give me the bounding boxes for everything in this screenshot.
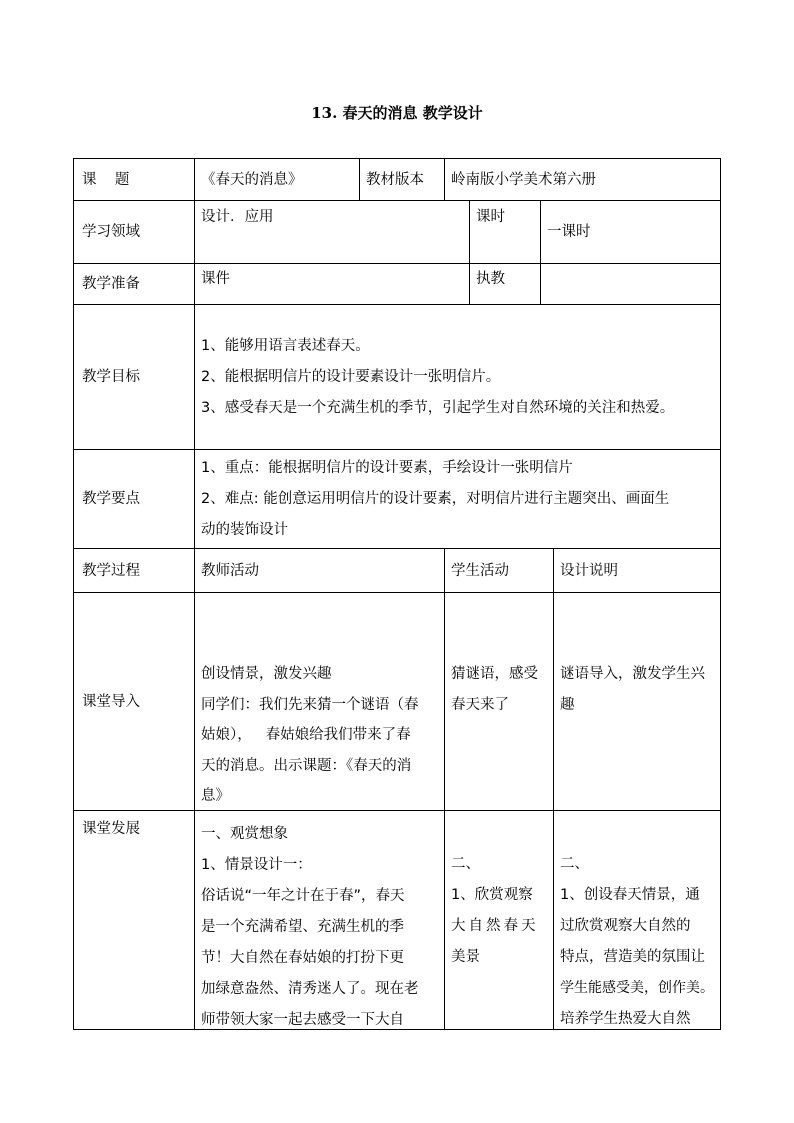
dev-student-line-3: 大自然春天 xyxy=(451,918,539,934)
header-teacher-activity: 教师活动 xyxy=(194,548,445,593)
intro-teacher-line-1: 创设情景，激发兴趣 xyxy=(201,666,332,682)
intro-teacher-line-5: 息》 xyxy=(201,788,230,804)
development-design-notes xyxy=(553,810,721,1030)
dev-teacher-line-2: 1、情景设计一： xyxy=(201,857,312,873)
learning-domain-value: 设计．应用 xyxy=(194,200,470,264)
intro-teacher-line-4: 天的消息。出示课题：《春天的消 xyxy=(201,757,412,774)
objective-line-3: 3、感受春天是一个充满生机的季节，引起学生对自然环境的关注和热爱。 xyxy=(201,399,675,416)
dev-student-line-1: 二、 xyxy=(451,856,480,872)
key-point-line-3: 动的装饰设计 xyxy=(201,521,288,538)
teaching-objectives-content xyxy=(194,304,721,450)
intro-student-line-2: 春天来了 xyxy=(451,696,509,713)
intro-design-line-2: 趣 xyxy=(560,696,575,713)
label-instructor: 执教 xyxy=(469,263,541,305)
header-design-notes: 设计说明 xyxy=(553,548,721,593)
course-topic-value: 《春天的消息》 xyxy=(194,158,360,201)
header-student-activity: 学生活动 xyxy=(444,548,554,593)
dev-teacher-line-7: 师带领大家一起去感受一下大自 xyxy=(201,1012,404,1028)
development-teacher-activity xyxy=(194,810,445,1030)
objective-line-2: 2、能根据明信片的设计要素设计一张明信片。 xyxy=(201,368,501,385)
label-teaching-process: 教学过程 xyxy=(73,548,195,593)
label-class-hours: 课时 xyxy=(469,200,541,264)
label-teaching-preparation: 教学准备 xyxy=(73,263,195,305)
introduction-design-notes xyxy=(553,592,721,811)
dev-design-line-5: 学生能感受美，创作美。 xyxy=(560,980,714,996)
dev-design-line-3: 过欣赏观察大自然的 xyxy=(560,918,691,934)
dev-teacher-line-4: 是一个充满希望、充满生机的季 xyxy=(201,919,404,935)
label-teaching-key-points: 教学要点 xyxy=(73,449,195,549)
key-point-line-1: 1、重点：能根据明信片的设计要素，手绘设计一张明信片 xyxy=(201,459,573,476)
intro-student-line-1: 猜谜语，感受 xyxy=(451,666,538,682)
dev-student-line-4: 美景 xyxy=(451,949,480,965)
document-title: 13. 春天的消息 教学设计 xyxy=(311,104,483,122)
instructor-value xyxy=(540,263,721,305)
label-teaching-objectives: 教学目标 xyxy=(73,304,195,450)
intro-teacher-line-3: 姑娘）， 春姑娘给我们带来了春 xyxy=(201,727,411,743)
intro-design-line-1: 谜语导入，激发学生兴 xyxy=(560,666,705,682)
label-course-topic: 课 题 xyxy=(73,158,195,201)
introduction-student-activity xyxy=(444,592,554,811)
key-point-line-2: 2、难点: 能创意运用明信片的设计要素，对明信片进行主题突出、画面生 xyxy=(201,490,670,507)
development-student-activity xyxy=(444,810,554,1030)
dev-teacher-line-6: 加绿意盎然、清秀迷人了。现在老 xyxy=(201,981,419,997)
textbook-edition-value: 岭南版小学美术第六册 xyxy=(444,158,721,201)
label-textbook-edition: 教材版本 xyxy=(359,158,445,201)
dev-teacher-line-5: 节！大自然在春姑娘的打扮下更 xyxy=(201,950,404,966)
objective-line-1: 1、能够用语言表述春天。 xyxy=(201,337,370,354)
dev-teacher-line-3: 俗话说“一年之计在于春”，春天 xyxy=(201,888,405,904)
class-hours-value: 一课时 xyxy=(540,200,721,264)
dev-design-line-6: 培养学生热爱大自然 xyxy=(560,1011,691,1027)
dev-design-line-1: 二、 xyxy=(560,856,589,872)
teaching-key-points-content xyxy=(194,449,721,549)
dev-student-line-2: 1、欣赏观察 xyxy=(451,887,533,903)
intro-teacher-line-2: 同学们：我们先来猜一个谜语（春 xyxy=(201,696,419,713)
label-learning-domain: 学习领域 xyxy=(73,200,195,264)
introduction-teacher-activity xyxy=(194,592,445,811)
dev-teacher-line-1: 一、观赏想象 xyxy=(201,826,288,842)
dev-design-line-4: 特点，营造美的氛围让 xyxy=(560,949,705,965)
dev-design-line-2: 1、创设春天情景，通 xyxy=(560,887,700,903)
label-class-introduction: 课堂导入 xyxy=(73,592,195,811)
teaching-preparation-value: 课件 xyxy=(194,263,470,305)
label-class-development: 课堂发展 xyxy=(73,810,195,1030)
